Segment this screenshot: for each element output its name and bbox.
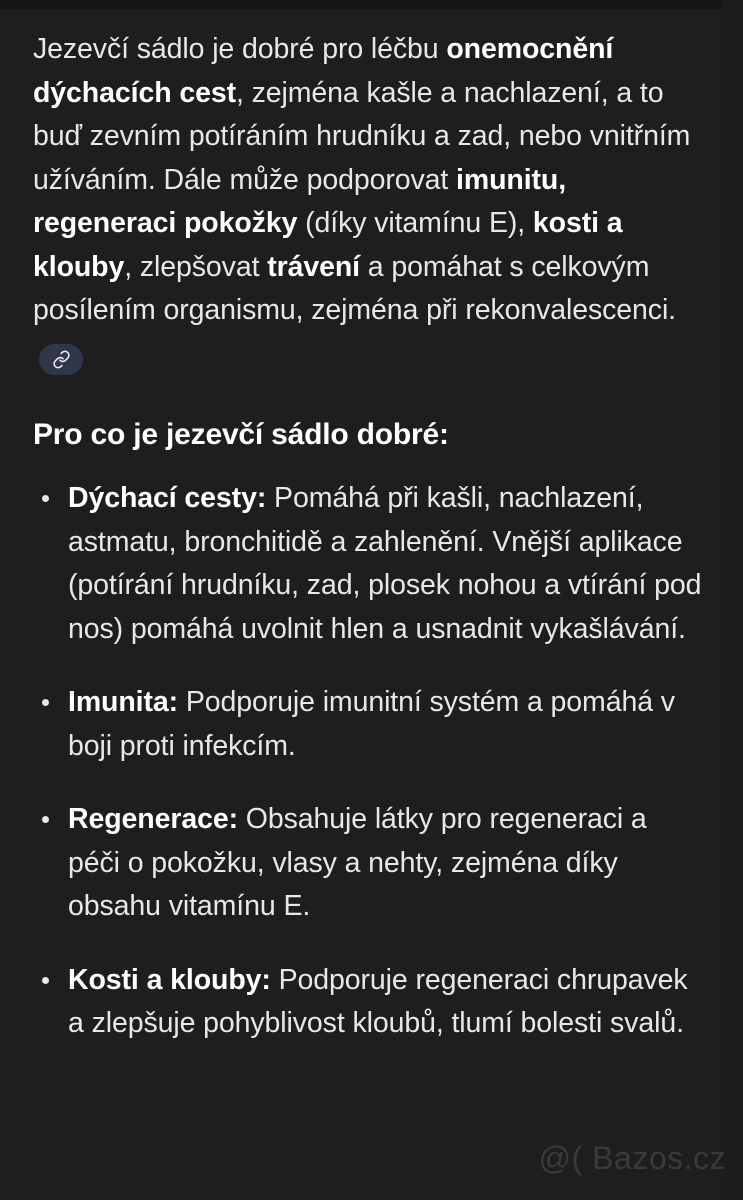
benefit-description: Podporuje regeneraci chrupavek a zlepšuje pohyblivost kloubů, tlumí bolesti svalů.: [68, 963, 688, 1039]
section-heading: Pro co je jezevčí sádlo dobré:: [33, 418, 449, 451]
benefit-description: Obsahuje látky pro regeneraci a péči o pokožku, vlasy a nehty, zejména díky obsahu vitamínu E.: [68, 803, 647, 922]
lead-emphasis: imunitu, regeneraci pokožky: [33, 163, 567, 239]
lead-text: (díky vitamínu E),: [297, 207, 533, 239]
link-icon[interactable]: [39, 344, 83, 375]
bazos-watermark: @( Bazos.cz: [538, 1140, 726, 1176]
benefit-list: [33, 477, 705, 1046]
benefit-description: Pomáhá při kašli, nachlazení, astmatu, bronchitidě a zahlenění. Vnější aplikace (potírání hrudníku, zad, plosek nohou a vtírání pod nos) pomáhá uvolnit hlen a usnadnit vykašlávání.: [68, 482, 702, 645]
lead-paragraph: [33, 28, 705, 376]
lead-text: Jezevčí sádlo je dobré pro léčbu: [33, 33, 447, 65]
lead-emphasis: kosti a klouby: [33, 207, 623, 283]
lead-text: , zlepšovat: [124, 250, 268, 283]
lead-text: a pomáhat s celkovým posílením organismu, zejména při rekonvalescenci.: [33, 250, 676, 326]
list-item: [33, 798, 705, 929]
list-item: [33, 681, 705, 768]
link-icon-glyph: [52, 350, 71, 369]
lead-emphasis: onemocnění dýchacích cest: [33, 33, 614, 109]
lead-text: , zejména kašle a nachlazení, a to buď zevním potíráním hrudníku a zad, nebo vnitřním užíváním. Dále může podporovat: [33, 76, 691, 196]
benefit-description: Podporuje imunitní systém a pomáhá v boji proti infekcím.: [68, 686, 675, 762]
benefit-term: Dýchací cesty:: [68, 482, 267, 514]
benefit-term: Imunita:: [68, 686, 179, 718]
list-item: [33, 477, 705, 651]
benefit-term: Kosti a klouby:: [68, 963, 271, 996]
lead-emphasis: trávení: [267, 250, 360, 283]
benefit-term: Regenerace:: [68, 803, 238, 835]
lead-paragraph-rich: [33, 33, 690, 326]
list-item: [33, 959, 705, 1046]
